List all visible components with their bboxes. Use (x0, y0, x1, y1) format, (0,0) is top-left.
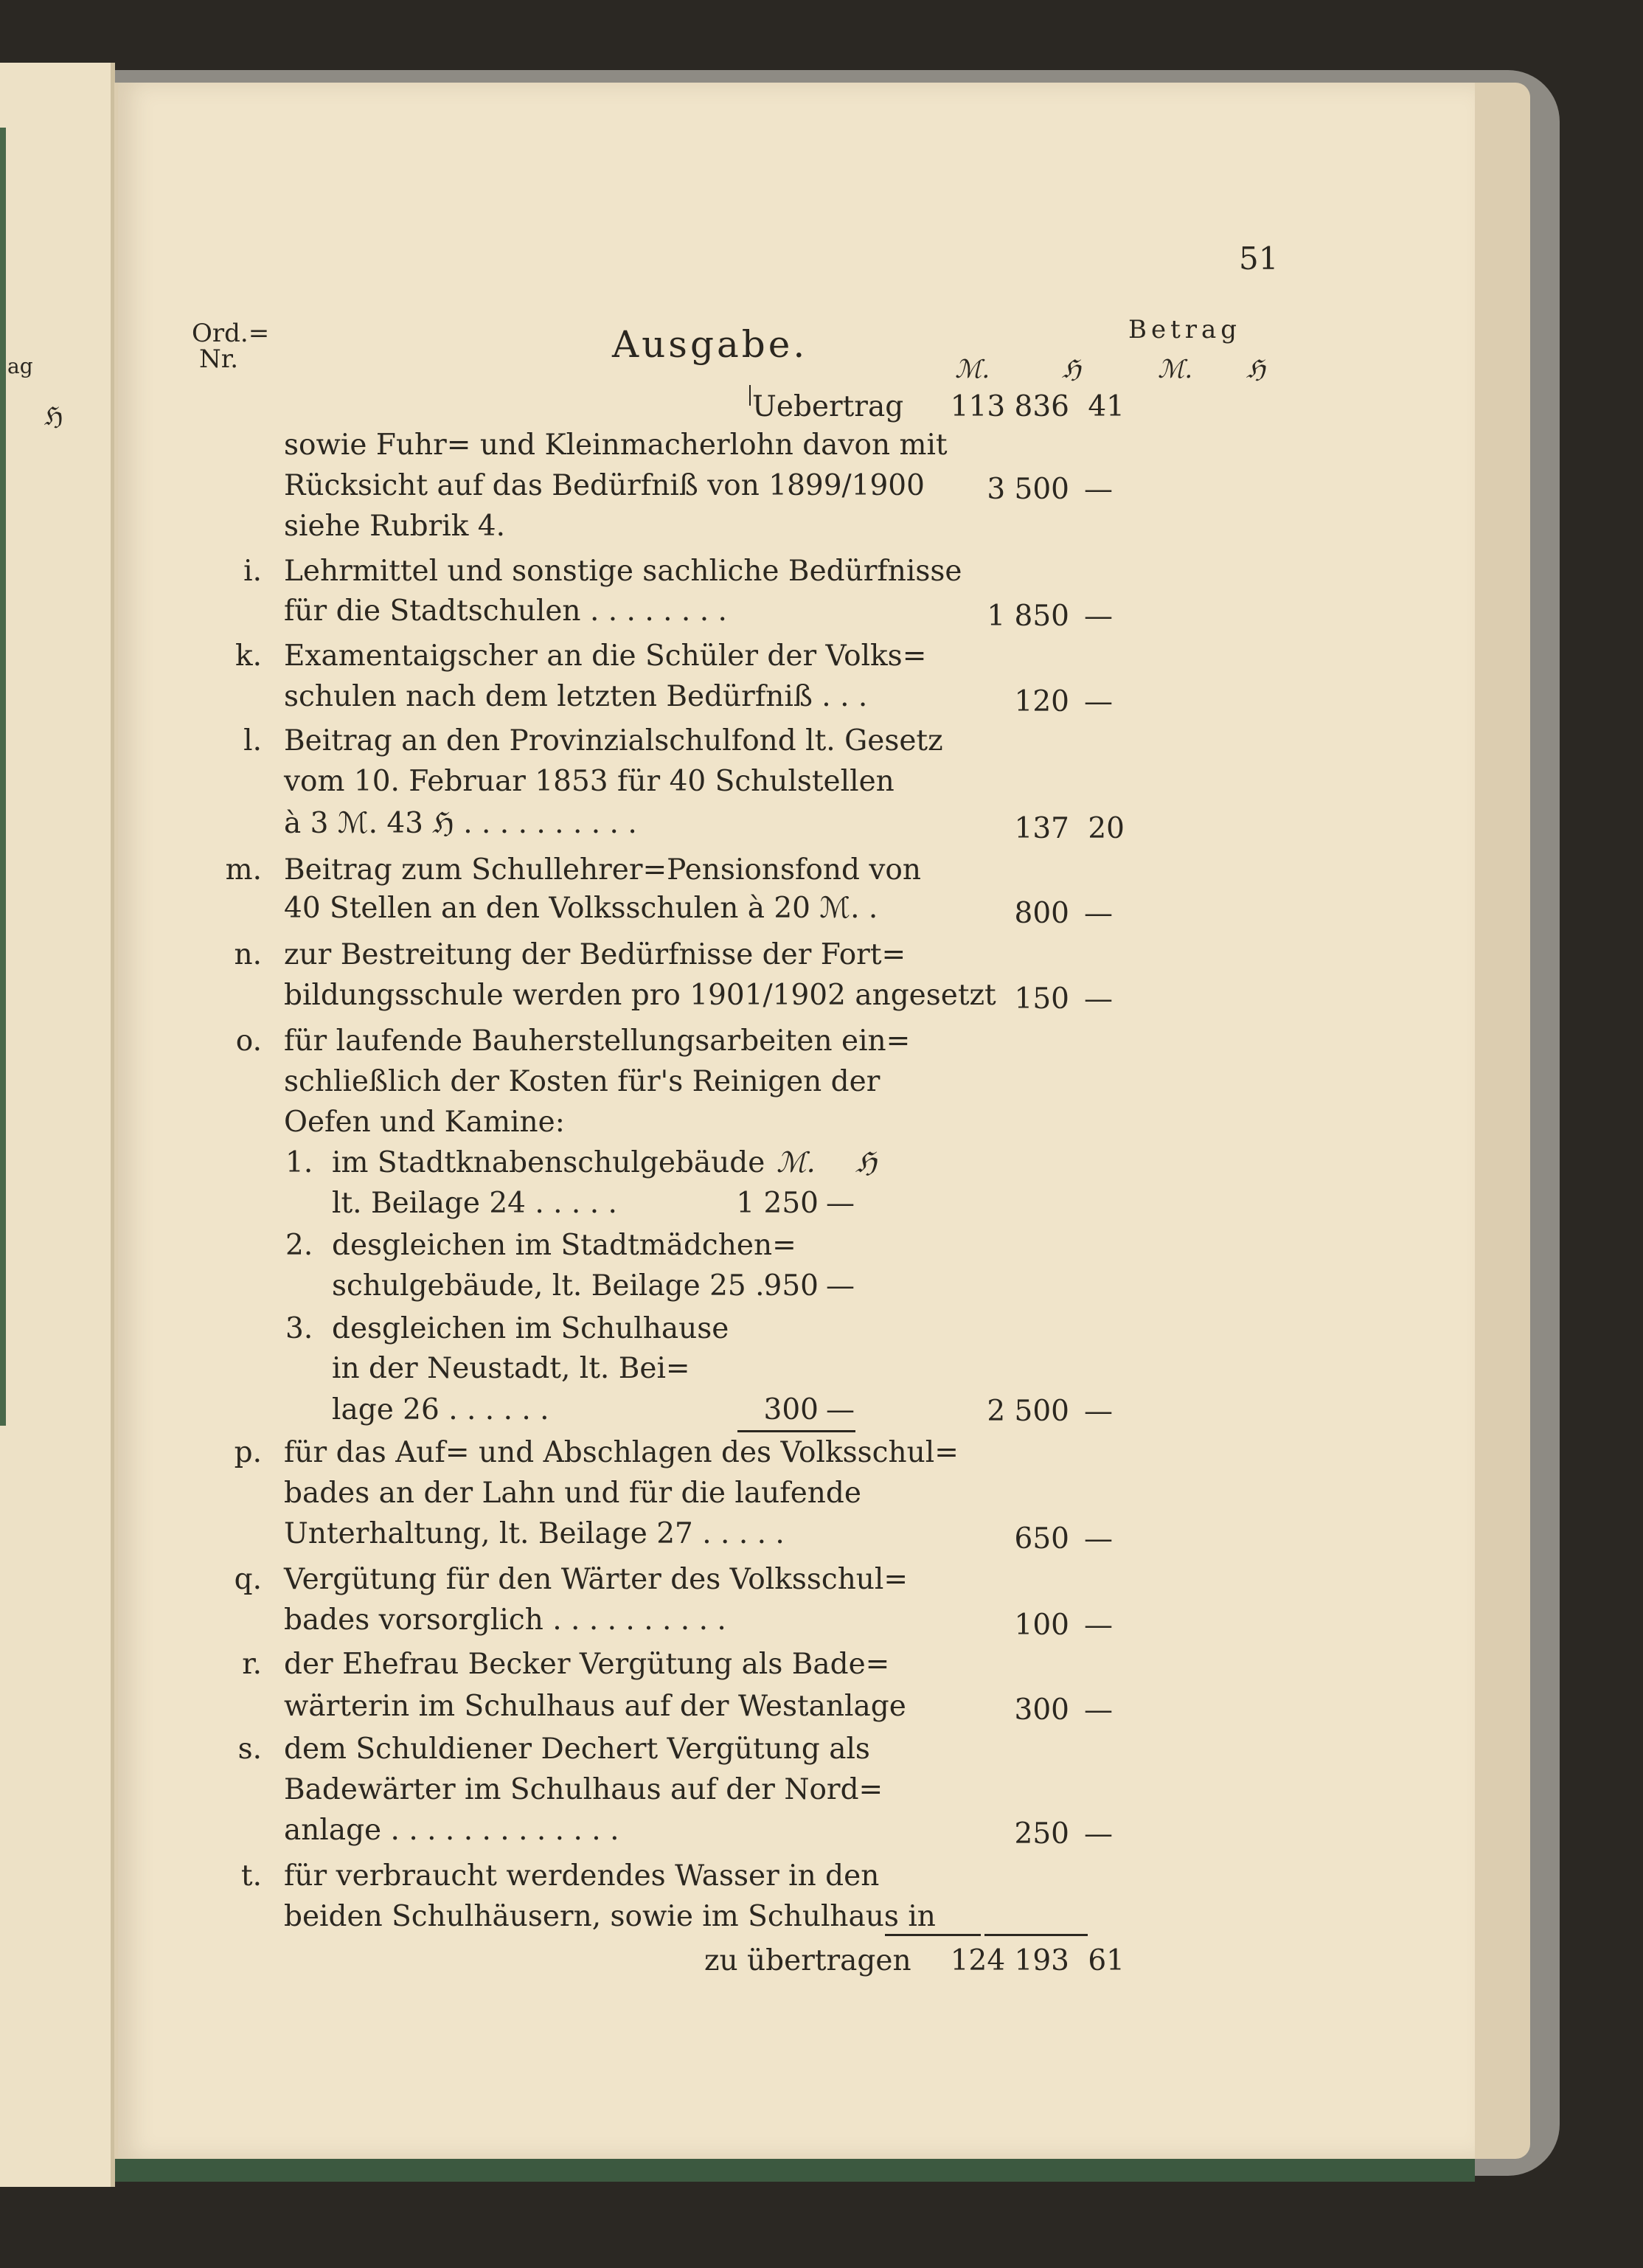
entry-line: der Ehefrau Becker Vergütung als Bade= (284, 1648, 890, 1681)
entry-line: schulen nach dem letzten Bedürfniß . . . (284, 680, 868, 713)
separator-tick (749, 385, 751, 406)
total-rule-mark (885, 1934, 981, 1936)
entry-line: Rücksicht auf das Bedürfniß von 1899/1900 (284, 469, 925, 502)
entry-label: n. (234, 938, 262, 971)
sub-item-line: lt. Beilage 24 . . . . . (332, 1187, 617, 1220)
entry-line: Beitrag zum Schullehrer=Pensionsfond von (284, 853, 921, 887)
entry-pf: — (1084, 1817, 1113, 1851)
entry-line: sowie Fuhr= und Kleinmacherlohn davon mit (284, 429, 948, 462)
entry-label: r. (242, 1648, 262, 1681)
left-page-fragment: ℌ (44, 402, 63, 431)
page-number: 51 (1239, 240, 1279, 277)
entry-line: Beitrag an den Provinzialschulfond lt. Gesetz (284, 724, 943, 757)
sub-pf-header: ℌ (855, 1146, 877, 1179)
entry-pf: — (1084, 685, 1113, 718)
sub-mark-header: ℳ. (777, 1146, 816, 1179)
entry-line: zur Bestreitung der Bedürfnisse der Fort= (284, 938, 906, 971)
entry-mark: 3 500 (987, 473, 1069, 506)
entry-label: l. (243, 724, 262, 757)
entry-mark: 650 (1014, 1522, 1069, 1556)
betrag-mark-header: ℳ. (1158, 355, 1193, 384)
entry-label: o. (235, 1024, 262, 1058)
page-title: Ausgabe. (612, 323, 808, 366)
sub-item-pf: — (826, 1393, 855, 1426)
entry-line: bildungsschule werden pro 1901/1902 angesetzt (284, 979, 996, 1012)
entry-line: bades an der Lahn und für die laufende (284, 1477, 861, 1510)
left-binding-strip (0, 128, 6, 1426)
carry-over-pf: 61 (1088, 1944, 1125, 1977)
entry-line: für die Stadtschulen . . . . . . . . (284, 594, 727, 628)
entry-mark: 800 (1014, 897, 1069, 930)
mark-column-header: ℳ. (955, 355, 990, 384)
entry-line: Badewärter im Schulhaus auf der Nord= (284, 1773, 883, 1806)
betrag-pf-header: ℌ (1246, 355, 1265, 384)
entry-line: Examentaigscher an die Schüler der Volks= (284, 639, 927, 673)
entry-line: à 3 ℳ. 43 ℌ . . . . . . . . . . (284, 807, 637, 840)
sub-item-line: in der Neustadt, lt. Bei= (332, 1352, 690, 1385)
entry-mark: 100 (1014, 1609, 1069, 1642)
entry-label: q. (234, 1563, 262, 1596)
entry-label: s. (237, 1733, 262, 1766)
betrag-header: Betrag (1128, 315, 1242, 344)
sub-item-mark: 1 250 (736, 1187, 819, 1220)
entry-line: wärterin im Schulhaus auf der Westanlage (284, 1690, 906, 1723)
entry-line: schließlich der Kosten für's Reinigen der (284, 1065, 880, 1098)
entry-pf: 20 (1088, 812, 1125, 845)
entry-pf: — (1084, 600, 1113, 633)
entry-pf: — (1084, 1522, 1113, 1556)
sub-total-pf: — (1084, 1395, 1113, 1428)
left-page (0, 63, 115, 2187)
ord-nr-header: Ord.= (192, 319, 270, 348)
sub-item-number: 1. (285, 1146, 313, 1179)
sub-item-line: desgleichen im Stadtmädchen= (332, 1229, 796, 1262)
entry-line: Lehrmittel und sonstige sachliche Bedürfnisse (284, 555, 962, 588)
pf-column-header: ℌ (1062, 355, 1081, 384)
entry-line: anlage . . . . . . . . . . . . . (284, 1814, 619, 1847)
sub-total-mark: 2 500 (987, 1395, 1069, 1428)
entry-mark: 300 (1014, 1693, 1069, 1727)
entry-line: Unterhaltung, lt. Beilage 27 . . . . . (284, 1517, 785, 1550)
sub-item-mark: 300 (763, 1393, 819, 1426)
sub-item-line: im Stadtknabenschulgebäude (332, 1146, 765, 1179)
entry-line: dem Schuldiener Dechert Vergütung als (284, 1733, 870, 1766)
entry-mark: 250 (1014, 1817, 1069, 1851)
entry-pf: — (1084, 897, 1113, 930)
entry-mark: 137 (1014, 812, 1069, 845)
sub-item-line: schulgebäude, lt. Beilage 25 . (332, 1269, 765, 1303)
entry-line: für das Auf= und Abschlagen des Volksschul= (284, 1436, 959, 1469)
sub-item-line: desgleichen im Schulhause (332, 1312, 729, 1345)
sub-item-number: 2. (285, 1229, 313, 1262)
carry-forward-label: Uebertrag (752, 390, 904, 423)
carry-forward-pf: 41 (1088, 390, 1125, 423)
sub-item-pf: — (826, 1269, 855, 1303)
entry-label: m. (225, 853, 262, 887)
entry-label: i. (243, 555, 262, 588)
entry-line: beiden Schulhäusern, sowie im Schulhaus in (284, 1900, 936, 1933)
entry-label: t. (240, 1859, 262, 1893)
carry-over-label: zu übertragen (704, 1944, 911, 1977)
entry-line: für laufende Bauherstellungsarbeiten ein= (284, 1024, 911, 1058)
entry-label: p. (234, 1436, 262, 1469)
entry-mark: 1 850 (987, 600, 1069, 633)
entry-pf: — (1084, 473, 1113, 506)
total-rule-pf (984, 1934, 1088, 1936)
sub-item-line: lage 26 . . . . . . (332, 1393, 549, 1426)
entry-pf: — (1084, 1609, 1113, 1642)
entry-mark: 120 (1014, 685, 1069, 718)
entry-mark: 150 (1014, 982, 1069, 1016)
entry-pf: — (1084, 1693, 1113, 1727)
carry-forward-mark: 113 836 (950, 390, 1069, 423)
sub-item-number: 3. (285, 1312, 313, 1345)
carry-over-mark: 124 193 (950, 1944, 1069, 1977)
sub-item-mark: 950 (763, 1269, 819, 1303)
entry-line: für verbraucht werdendes Wasser in den (284, 1859, 880, 1893)
entry-line: siehe Rubrik 4. (284, 510, 505, 543)
entry-line: Vergütung für den Wärter des Volksschul= (284, 1563, 909, 1596)
entry-line: 40 Stellen an den Volksschulen à 20 ℳ. . (284, 892, 878, 925)
entry-line: bades vorsorglich . . . . . . . . . . (284, 1603, 726, 1637)
entry-pf: — (1084, 982, 1113, 1016)
entry-label: k. (235, 639, 262, 673)
book-page (118, 83, 1475, 2159)
left-page-fragment: ag (7, 354, 33, 378)
sub-item-pf: — (826, 1187, 855, 1220)
ord-nr-header: Nr. (199, 344, 239, 374)
entry-line: Oefen und Kamine: (284, 1106, 565, 1139)
entry-line: vom 10. Februar 1853 für 40 Schulstellen (284, 765, 895, 798)
sub-total-rule (737, 1430, 855, 1432)
